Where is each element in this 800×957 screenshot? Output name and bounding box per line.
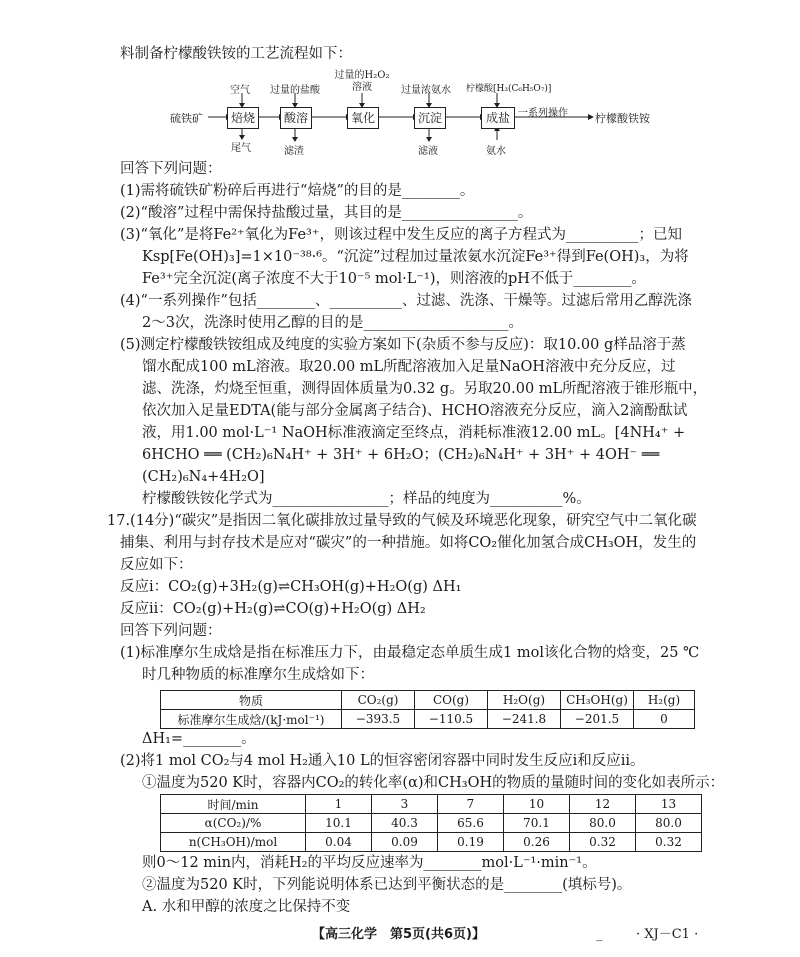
flow-box-acid: 酸溶 xyxy=(280,107,312,129)
table-row: α(CO₂)/% 10.1 40.3 65.6 70.1 80.0 80.0 xyxy=(161,814,702,833)
conversion-table xyxy=(160,794,702,852)
q5-line7: (CH₂)₆N₄+4H₂O] xyxy=(142,469,265,485)
q5-line1: (5)测定柠檬酸铁铵组成及纯度的实验方案如下(杂质不参与反应)：取10.00 g样品溶于蒸 xyxy=(120,337,686,353)
flow-top-citric: 柠檬酸[H₃(C₆H₅O₇)] xyxy=(466,84,552,94)
enthalpy-table xyxy=(160,690,695,729)
option-a: A. 水和甲醇的浓度之比保持不变 xyxy=(142,899,351,915)
flow-top-air: 空气 xyxy=(230,85,250,96)
q4-line2: 2～3次，洗涤时使用乙醇的目的是____________________。 xyxy=(142,315,523,331)
flow-box-precipitate: 沉淀 xyxy=(414,107,446,129)
flow-start: 硫铁矿 xyxy=(170,112,203,125)
q17-1-line2: 时几种物质的标准摩尔生成焓如下： xyxy=(142,667,374,683)
q3-line2: Ksp[Fe(OH)₃]=1×10⁻³⁸·⁶。“沉淀”过程加过量浓氨水沉淀Fe³⁺得到Fe(OH)₃，为将 xyxy=(142,249,689,265)
footer-code: · XJ－C1 · xyxy=(636,927,699,942)
flow-top-h2o2: 过量的H₂O₂溶液 xyxy=(334,70,390,93)
footer-mark: _ xyxy=(596,927,603,942)
table-row: 物质 CO₂(g) CO(g) H₂O(g) CH₃OH(g) H₂(g) xyxy=(161,691,695,710)
q17-line3: 反应如下： xyxy=(120,557,193,573)
q17-line2: 捕集、利用与封存技术是应对“碳灾”的一种措施。如将CO₂催化加氢合成CH₃OH，发生的 xyxy=(120,535,697,551)
intro-line: 料制备柠檬酸铁铵的工艺流程如下： xyxy=(120,46,352,62)
flow-top-ammonia: 过量浓氨水 xyxy=(401,85,451,96)
q3-line3: Fe³⁺完全沉淀(离子浓度不大于10⁻⁵ mol·L⁻¹)，则溶液的pH不低于________。 xyxy=(142,271,646,287)
q5-line4: 依次加入足量EDTA(能与部分金属离子结合)、HCHO溶液充分反应，滴入2滴酚酞试 xyxy=(142,403,688,419)
q17-2-line2: ①温度为520 K时，容器内CO₂的转化率(α)和CH₃OH的物质的量随时间的变化如表所示： xyxy=(142,775,725,791)
q5-line8: 柠檬酸铁铵化学式为________________；样品的纯度为__________%。 xyxy=(142,491,591,507)
page-footer: 【高三化学 第5页(共6页)】 xyxy=(312,927,485,942)
q1: (1)需将硫铁矿粉碎后再进行“焙烧”的目的是________。 xyxy=(120,183,475,199)
flow-top-hcl: 过量的盐酸 xyxy=(270,85,320,96)
q17-2-equilibrium: ②温度为520 K时，下列能说明体系已达到平衡状态的是________(填标号)。 xyxy=(142,877,632,893)
q3-line1: (3)“氧化”是将Fe²⁺氧化为Fe³⁺，则该过程中发生反应的离子方程式为__________；已知 xyxy=(120,227,682,243)
q2: (2)“酸溶”过程中需保持盐酸过量，其目的是________________。 xyxy=(120,205,533,221)
flow-bot-residue: 滤渣 xyxy=(284,146,304,157)
reaction-i: 反应ⅰ：CO₂(g)+3H₂(g)⇌CH₃OH(g)+H₂O(g) ΔH₁ xyxy=(120,579,462,595)
q5-line5: 液，用1.00 mol·L⁻¹ NaOH标准液滴定至终点，消耗标准液12.00 mL。[4NH₄⁺ + xyxy=(142,425,686,441)
flow-arrows xyxy=(0,0,800,160)
q5-line6: 6HCHO ══ (CH₂)₆N₄H⁺ + 3H⁺ + 6H₂O；(CH₂)₆N₄H⁺ + 3H⁺ + 4OH⁻ ══ xyxy=(142,447,660,463)
q4-line1: (4)“一系列操作”包括________、__________、过滤、洗涤、干燥等。过滤后常用乙醇洗涤 xyxy=(120,293,692,309)
flow-bot-gas: 尾气 xyxy=(231,143,251,154)
q5-line3: 滤、洗涤，灼烧至恒重，测得固体质量为0.32 g。另取20.00 mL所配溶液于锥形瓶中， xyxy=(142,381,708,397)
flow-bot-ammonia: 氨水 xyxy=(486,146,506,157)
flow-op: 一系列操作 xyxy=(518,108,568,119)
flow-box-roast: 焙烧 xyxy=(227,107,259,129)
q17-header: 回答下列问题： xyxy=(120,623,222,639)
q17-1-line1: (1)标准摩尔生成焓是指在标准压力下，由最稳定态单质生成1 mol该化合物的焓变，25 ℃ xyxy=(120,645,700,661)
q17-2-line1: (2)将1 mol CO₂与4 mol H₂通入10 L的恒容密闭容器中同时发生反应ⅰ和反应ⅱ。 xyxy=(120,753,645,769)
q-header: 回答下列问题： xyxy=(120,161,222,177)
flow-box-oxidize: 氧化 xyxy=(347,107,379,129)
table-row: n(CH₃OH)/mol 0.04 0.09 0.19 0.26 0.32 0.32 xyxy=(161,833,702,852)
reaction-ii: 反应ⅱ：CO₂(g)+H₂(g)⇌CO(g)+H₂O(g) ΔH₂ xyxy=(120,601,426,617)
q5-line2: 馏水配成100 mL溶液。取20.00 mL所配溶液加入足量NaOH溶液中充分反应，过 xyxy=(142,359,676,375)
dh1-answer: ΔH₁=________。 xyxy=(142,731,256,747)
table-row: 时间/min 1 3 7 10 12 13 xyxy=(161,795,702,814)
q17-line1: 17.(14分)“碳灾”是指因二氧化碳排放过量导致的气候及环境恶化现象，研究空气中二氧化碳 xyxy=(107,513,697,529)
table-row: 标准摩尔生成焓/(kJ·mol⁻¹) −393.5 −110.5 −241.8 −201.5 0 xyxy=(161,710,695,729)
flow-end: 柠檬酸铁铵 xyxy=(595,112,650,125)
flow-bot-filtrate: 滤液 xyxy=(418,146,438,157)
flow-box-salt: 成盐 xyxy=(481,107,515,129)
q17-2-rate: 则0～12 min内，消耗H₂的平均反应速率为________mol·L⁻¹·min⁻¹。 xyxy=(142,855,597,871)
